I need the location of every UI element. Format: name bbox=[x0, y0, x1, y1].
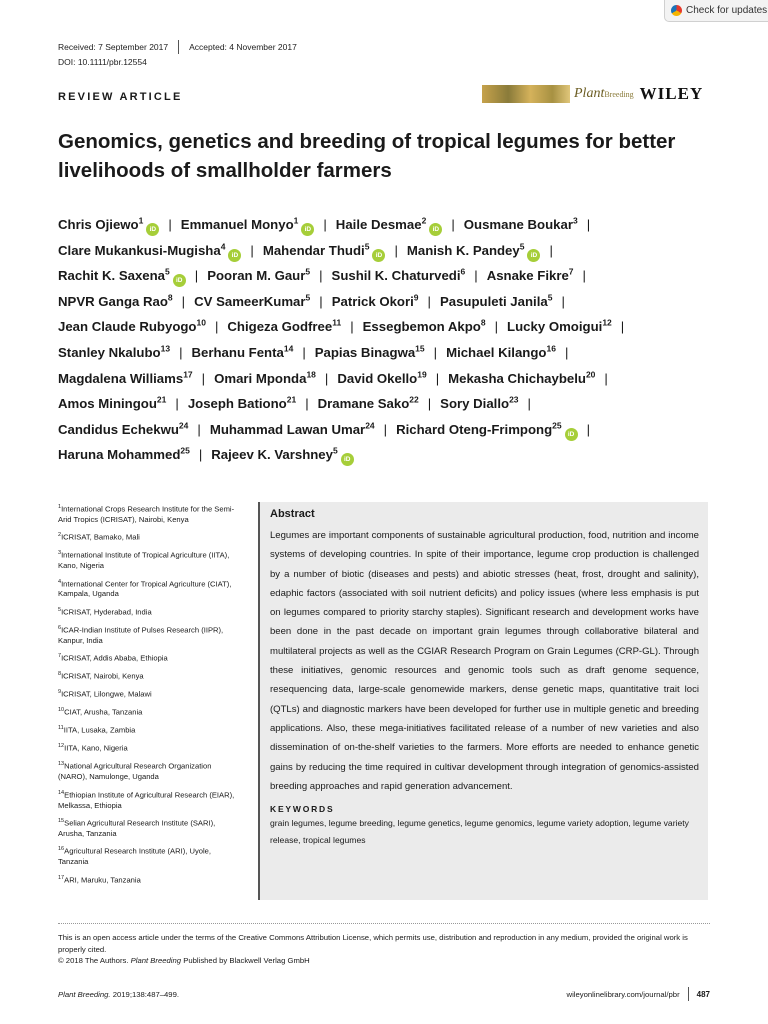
author-name[interactable] bbox=[58, 371, 193, 386]
author-name-text: Ousmane Boukar bbox=[463, 217, 573, 232]
journal-logos bbox=[482, 84, 703, 104]
affiliation-item bbox=[58, 502, 238, 525]
author-affiliation-number: 21 bbox=[156, 394, 167, 405]
author-affiliation-number: 4 bbox=[220, 241, 226, 252]
affiliation-item bbox=[58, 741, 238, 754]
affiliation-item bbox=[58, 723, 238, 736]
author-name[interactable] bbox=[464, 217, 578, 232]
author-divider: | bbox=[250, 242, 254, 258]
affiliations-list bbox=[58, 502, 238, 891]
author-affiliation-number: 25 bbox=[180, 445, 190, 456]
affiliation-text: ICRISAT, Hyderabad, India bbox=[61, 607, 152, 617]
affiliation-text: ICAR-Indian Institute of Pulses Research (IIPR), Kanpur, India bbox=[58, 625, 224, 645]
author-name[interactable] bbox=[337, 371, 426, 386]
author-affiliation-number: 1 bbox=[293, 215, 299, 226]
author-affiliation-number: 6 bbox=[460, 266, 466, 277]
author-name-text: Mekasha Chichaybelu bbox=[448, 370, 586, 386]
author-name[interactable] bbox=[194, 294, 310, 309]
affiliation-text: Ethiopian Institute of Agricultural Research (EIAR), Melkassa, Ethiopia bbox=[58, 790, 235, 810]
author-name-text: Lucky Omoigui bbox=[507, 319, 603, 335]
author-line bbox=[58, 442, 718, 468]
author-name[interactable] bbox=[58, 217, 159, 232]
author-name[interactable] bbox=[58, 345, 170, 360]
author-affiliation-number: 9 bbox=[413, 292, 419, 303]
affiliation-text: ICRISAT, Addis Ababa, Ethiopia bbox=[61, 653, 168, 663]
author-line bbox=[58, 366, 718, 392]
author-name-text: Stanley Nkalubo bbox=[58, 344, 161, 360]
keywords-list: grain legumes, legume breeding, legume genetics, legume genomics, legume variety adoption, legume variety release, tropical legumes bbox=[270, 818, 689, 846]
plant-breeding-logo bbox=[574, 86, 634, 102]
author-affiliation-number: 1 bbox=[138, 215, 144, 226]
affiliation-number: 9 bbox=[58, 689, 62, 696]
author-name[interactable] bbox=[58, 294, 173, 309]
author-name[interactable] bbox=[363, 319, 486, 334]
author-divider: | bbox=[561, 293, 565, 309]
affiliation-item bbox=[58, 651, 238, 664]
author-divider: | bbox=[549, 242, 553, 258]
article-type: REVIEW ARTICLE bbox=[58, 91, 183, 103]
affiliation-number: 12 bbox=[58, 743, 65, 750]
journal-citation bbox=[58, 990, 179, 999]
author-divider: | bbox=[214, 319, 219, 335]
author-name[interactable] bbox=[58, 447, 190, 462]
affiliation-number: 15 bbox=[58, 818, 65, 824]
footer-right bbox=[567, 987, 710, 1001]
author-name-text: Essegbemon Akpo bbox=[362, 319, 481, 335]
orcid-icon[interactable]: iD bbox=[173, 274, 186, 287]
author-divider: | bbox=[198, 447, 203, 463]
author-affiliation-number: 13 bbox=[160, 343, 171, 354]
author-name-text: David Okello bbox=[337, 370, 418, 386]
accepted-date: Accepted: 4 November 2017 bbox=[189, 42, 297, 52]
affiliation-text: International Institute of Tropical Agriculture (IITA), Kano, Nigeria bbox=[58, 550, 230, 571]
affiliation-item bbox=[58, 548, 238, 571]
author-divider: | bbox=[620, 319, 625, 335]
affiliation-item bbox=[58, 873, 238, 886]
author-name-text: Richard Oteng-Frimpong bbox=[396, 421, 553, 437]
date-divider bbox=[178, 40, 179, 54]
author-line bbox=[58, 212, 718, 238]
affiliation-item bbox=[58, 605, 238, 618]
author-name[interactable] bbox=[214, 371, 316, 386]
affiliation-text: Selian Agricultural Research Institute (SARI), Arusha, Tanzania bbox=[58, 818, 216, 838]
author-name-text: Candidus Echekwu bbox=[58, 421, 179, 437]
author-name-text: Haile Desmae bbox=[335, 217, 422, 232]
affiliation-number: 6 bbox=[58, 624, 62, 631]
copyright-journal: Plant Breeding bbox=[130, 956, 182, 966]
author-name[interactable] bbox=[446, 345, 556, 360]
author-name-text: Emmanuel Monyo bbox=[180, 217, 294, 232]
author-affiliation-number: 5 bbox=[305, 292, 311, 303]
doi[interactable]: DOI: 10.1111/pbr.12554 bbox=[58, 57, 147, 67]
author-name-text: Manish K. Pandey bbox=[406, 242, 520, 258]
author-divider: | bbox=[527, 396, 531, 412]
author-affiliation-number: 15 bbox=[415, 343, 425, 354]
author-affiliation-number: 8 bbox=[480, 317, 486, 328]
author-name-text: Pooran M. Gaur bbox=[207, 268, 306, 284]
author-affiliation-number: 25 bbox=[552, 420, 562, 431]
author-divider: | bbox=[323, 217, 327, 232]
affiliation-number: 5 bbox=[58, 606, 62, 613]
citation-journal: Plant Breeding. bbox=[58, 990, 111, 999]
affiliation-item bbox=[58, 844, 238, 867]
author-name-text: Sory Diallo bbox=[440, 396, 510, 412]
author-divider: | bbox=[474, 268, 478, 284]
author-divider: | bbox=[324, 370, 329, 386]
citation-details: 2019;138:487–499. bbox=[112, 990, 179, 999]
author-name-text: Clare Mukankusi-Mugisha bbox=[58, 242, 221, 258]
author-affiliation-number: 3 bbox=[572, 215, 578, 226]
author-name[interactable] bbox=[336, 217, 443, 232]
author-divider: | bbox=[586, 217, 591, 232]
author-affiliation-number: 11 bbox=[332, 317, 342, 328]
author-name[interactable] bbox=[396, 422, 578, 437]
author-affiliation-number: 5 bbox=[519, 241, 525, 252]
author-name-text: Rajeev K. Varshney bbox=[211, 447, 333, 463]
author-affiliation-number: 21 bbox=[286, 394, 297, 405]
author-affiliation-number: 20 bbox=[585, 369, 596, 380]
affiliation-number: 2 bbox=[58, 532, 62, 539]
author-name-text: Muhammad Lawan Umar bbox=[209, 421, 366, 437]
author-divider: | bbox=[350, 319, 354, 335]
abstract-heading: Abstract bbox=[270, 508, 315, 520]
author-line bbox=[58, 417, 718, 443]
author-name[interactable] bbox=[407, 243, 541, 258]
author-name-text: Chris Ojiewo bbox=[58, 217, 139, 232]
affiliation-number: 7 bbox=[58, 653, 62, 660]
check-updates-label: Check for updates bbox=[686, 5, 768, 16]
affiliation-item bbox=[58, 816, 238, 839]
footer-separator bbox=[688, 987, 689, 1001]
license-text: This is an open access article under the terms of the Creative Commons Attribution License, which permits use, distribution and reproduction in any medium, provided the original work is properly cited. bbox=[58, 933, 688, 954]
author-divider: | bbox=[494, 319, 499, 335]
author-name-text: Pasupuleti Janila bbox=[439, 293, 548, 309]
affiliation-text: Agricultural Research Institute (ARI), Uyole, Tanzania bbox=[58, 846, 211, 867]
author-affiliation-number: 5 bbox=[364, 241, 370, 252]
author-divider: | bbox=[319, 293, 323, 309]
author-name[interactable] bbox=[58, 243, 241, 258]
author-affiliation-number: 5 bbox=[305, 266, 311, 277]
affiliation-item bbox=[58, 623, 238, 646]
author-name-text: NPVR Ganga Rao bbox=[58, 293, 168, 309]
author-name[interactable] bbox=[332, 294, 419, 309]
affiliation-text: International Crops Research Institute for the Semi-Arid Tropics (ICRISAT), Nairobi, Kenya bbox=[58, 504, 235, 524]
author-name-text: Patrick Okori bbox=[331, 293, 414, 309]
author-divider: | bbox=[394, 242, 398, 258]
author-name-text: Mahendar Thudi bbox=[262, 242, 365, 258]
author-affiliation-number: 16 bbox=[546, 343, 556, 354]
affiliation-text: International Center for Tropical Agriculture (CIAT), Kampala, Uganda bbox=[58, 579, 232, 599]
keywords-heading: KEYWORDS bbox=[270, 804, 335, 815]
author-name-text: Sushil K. Chaturvedi bbox=[331, 268, 461, 284]
affiliation-number: 11 bbox=[58, 725, 64, 732]
logo-breeding-text: Breeding bbox=[604, 90, 634, 99]
affiliation-item bbox=[58, 759, 238, 782]
author-name[interactable] bbox=[507, 319, 612, 334]
affiliation-text: National Agricultural Research Organization (NARO), Namulonge, Uganda bbox=[58, 761, 212, 782]
author-name[interactable] bbox=[207, 268, 310, 283]
grain-banner-image bbox=[482, 85, 570, 103]
affiliation-number: 16 bbox=[58, 846, 65, 853]
affiliation-number: 3 bbox=[58, 550, 62, 557]
affiliation-number: 10 bbox=[58, 707, 65, 714]
affiliation-item bbox=[58, 788, 238, 811]
page-number: 487 bbox=[696, 989, 710, 999]
author-name-text: Rachit K. Saxena bbox=[58, 268, 166, 284]
author-divider: | bbox=[197, 421, 201, 437]
orcid-icon[interactable]: iD bbox=[301, 223, 314, 236]
author-line bbox=[58, 314, 718, 340]
orcid-icon[interactable]: iD bbox=[146, 223, 159, 236]
wiley-logo: WILEY bbox=[639, 84, 704, 103]
author-name-text: Chigeza Godfree bbox=[227, 319, 333, 335]
author-list bbox=[58, 212, 718, 468]
author-divider: | bbox=[435, 370, 440, 386]
author-name-text: Dramane Sako bbox=[317, 396, 410, 412]
author-affiliation-number: 24 bbox=[365, 420, 375, 431]
logo-plant-text: Plant bbox=[574, 86, 605, 101]
affiliation-text: ICRISAT, Bamako, Mali bbox=[61, 532, 140, 542]
author-divider: | bbox=[201, 370, 206, 386]
author-divider: | bbox=[383, 421, 388, 437]
affiliation-text: ARI, Maruku, Tanzania bbox=[64, 875, 141, 885]
author-line bbox=[58, 263, 718, 289]
author-name[interactable] bbox=[332, 268, 466, 283]
author-affiliation-number: 24 bbox=[178, 420, 189, 431]
author-divider: | bbox=[305, 396, 309, 412]
affiliation-item bbox=[58, 530, 238, 543]
article-title: Genomics, genetics and breeding of tropical legumes for better livelihoods of smallholder farmers bbox=[58, 130, 676, 182]
author-divider: | bbox=[451, 217, 455, 232]
orcid-icon[interactable]: iD bbox=[228, 249, 241, 262]
affiliation-number: 13 bbox=[58, 761, 65, 768]
author-affiliation-number: 12 bbox=[602, 317, 612, 328]
affiliation-number: 4 bbox=[58, 578, 62, 585]
affiliation-text: IITA, Lusaka, Zambia bbox=[63, 725, 136, 735]
author-divider: | bbox=[582, 268, 586, 284]
abstract-box bbox=[258, 502, 708, 900]
affiliation-item bbox=[58, 687, 238, 700]
author-name[interactable] bbox=[315, 345, 425, 360]
author-affiliation-number: 14 bbox=[283, 343, 294, 354]
author-name[interactable] bbox=[448, 371, 595, 386]
orcid-icon[interactable]: iD bbox=[527, 249, 540, 262]
author-name[interactable] bbox=[181, 217, 315, 232]
author-affiliation-number: 8 bbox=[167, 292, 173, 303]
author-name[interactable] bbox=[263, 243, 386, 258]
author-name-text: Amos Miningou bbox=[58, 396, 157, 412]
author-name[interactable] bbox=[440, 396, 518, 411]
author-affiliation-number: 5 bbox=[165, 266, 170, 277]
author-name[interactable] bbox=[58, 396, 166, 411]
affiliation-item bbox=[58, 577, 238, 600]
author-divider: | bbox=[302, 344, 306, 360]
orcid-icon[interactable]: iD bbox=[429, 223, 442, 236]
author-divider: | bbox=[175, 396, 179, 412]
affiliation-number: 8 bbox=[58, 671, 62, 678]
author-name[interactable] bbox=[487, 268, 574, 283]
affiliation-text: IITA, Kano, Nigeria bbox=[64, 743, 128, 753]
affiliation-text: ICRISAT, Lilongwe, Malawi bbox=[61, 689, 152, 699]
author-name-text: Michael Kilango bbox=[446, 344, 547, 360]
copyright-suffix: Published by Blackwell Verlag GmbH bbox=[183, 956, 310, 966]
author-divider: | bbox=[194, 268, 199, 284]
author-name-text: Berhanu Fenta bbox=[191, 344, 284, 360]
author-name-text: CV SameerKumar bbox=[194, 293, 306, 309]
author-affiliation-number: 22 bbox=[409, 394, 419, 405]
author-divider: | bbox=[179, 344, 183, 360]
author-name[interactable] bbox=[188, 396, 296, 411]
author-name[interactable] bbox=[58, 268, 186, 283]
license-notice bbox=[58, 932, 710, 967]
abstract-text: Legumes are important components of sustainable agricultural production, food, nutrition and income systems of developing countries. In spite of their importance, legume crop production is challenged by a number of biotic (diseases and pests) and abiotic stresses (heat, frost, drought and salinity), edaphic factors (associated with soil nutrient deficits) and policy issues (where less emphasis is put on legumes compared to priority starchy staples). Significant research and development works have been done in the past decade on important grain legumes through collaborative bilateral and multilateral projects as well as the CGIAR Research Program on Grain Legumes (CRP-GL). Through these initiatives, genomic resources and genomic tools such as draft genome sequence, resequencing data, large-scale genomewide markers, dense genetic maps, quantitative trait loci (QTLs) and diagnostic markers have been developed for further use in multiple genetic and breeding applications. Also, these mega-initiatives facilitated release of a number of new varieties and also dissemination of on-the-shelf varieties to the farmers. More efforts are needed to enhance genetic gains by reducing the time required in cultivar development through integration of genomics-assisted breeding approaches and rapid generation advancement. bbox=[270, 530, 699, 792]
affiliation-number: 17 bbox=[58, 874, 65, 881]
author-name-text: Magdalena Williams bbox=[58, 370, 184, 386]
author-affiliation-number: 10 bbox=[196, 317, 206, 328]
author-name-text: Papias Binagwa bbox=[314, 344, 416, 360]
author-divider: | bbox=[427, 396, 432, 412]
journal-website-link[interactable]: wileyonlinelibrary.com/journal/pbr bbox=[566, 989, 680, 999]
orcid-icon[interactable]: iD bbox=[565, 428, 578, 441]
author-line bbox=[58, 340, 718, 366]
author-divider: | bbox=[427, 293, 431, 309]
author-name[interactable] bbox=[58, 319, 206, 334]
author-affiliation-number: 2 bbox=[421, 215, 427, 226]
orcid-icon[interactable]: iD bbox=[341, 453, 354, 466]
author-divider: | bbox=[604, 370, 608, 386]
author-divider: | bbox=[181, 293, 186, 309]
author-divider: | bbox=[168, 217, 172, 232]
affiliation-item bbox=[58, 705, 238, 718]
affiliation-number: 1 bbox=[58, 504, 62, 510]
author-name[interactable] bbox=[440, 294, 552, 309]
copyright-prefix: © 2018 The Authors. bbox=[58, 956, 129, 966]
author-affiliation-number: 17 bbox=[183, 369, 193, 380]
author-divider: | bbox=[586, 421, 591, 437]
check-for-updates-button[interactable] bbox=[664, 0, 768, 22]
author-line bbox=[58, 391, 718, 417]
orcid-icon[interactable]: iD bbox=[372, 249, 385, 262]
author-line bbox=[58, 289, 718, 315]
author-name-text: Asnake Fikre bbox=[486, 268, 569, 284]
article-dates bbox=[58, 40, 297, 54]
affiliation-text: CIAT, Arusha, Tanzania bbox=[64, 707, 143, 717]
author-name[interactable] bbox=[211, 447, 353, 462]
footer-divider bbox=[58, 923, 710, 924]
author-name[interactable] bbox=[210, 422, 375, 437]
copyright-line bbox=[58, 955, 710, 967]
author-affiliation-number: 23 bbox=[509, 394, 519, 405]
author-name-text: Jean Claude Rubyogo bbox=[58, 319, 197, 335]
author-name[interactable] bbox=[227, 319, 341, 334]
author-name[interactable] bbox=[192, 345, 294, 360]
author-affiliation-number: 18 bbox=[306, 369, 316, 380]
author-name[interactable] bbox=[58, 422, 188, 437]
author-name-text: Omari Mponda bbox=[214, 370, 307, 386]
author-name-text: Joseph Bationo bbox=[187, 396, 287, 412]
check-updates-icon bbox=[671, 5, 682, 16]
author-affiliation-number: 7 bbox=[568, 266, 574, 277]
author-affiliation-number: 5 bbox=[547, 292, 553, 303]
author-divider: | bbox=[564, 344, 569, 360]
affiliation-item bbox=[58, 669, 238, 682]
author-name[interactable] bbox=[318, 396, 419, 411]
author-divider: | bbox=[433, 344, 438, 360]
author-divider: | bbox=[319, 268, 323, 284]
affiliation-text: ICRISAT, Nairobi, Kenya bbox=[61, 671, 144, 681]
author-line bbox=[58, 238, 718, 264]
received-date: Received: 7 September 2017 bbox=[58, 42, 169, 52]
author-name-text: Haruna Mohammed bbox=[58, 447, 181, 463]
author-affiliation-number: 19 bbox=[417, 369, 427, 380]
affiliation-number: 14 bbox=[58, 789, 65, 796]
author-affiliation-number: 5 bbox=[332, 445, 338, 456]
